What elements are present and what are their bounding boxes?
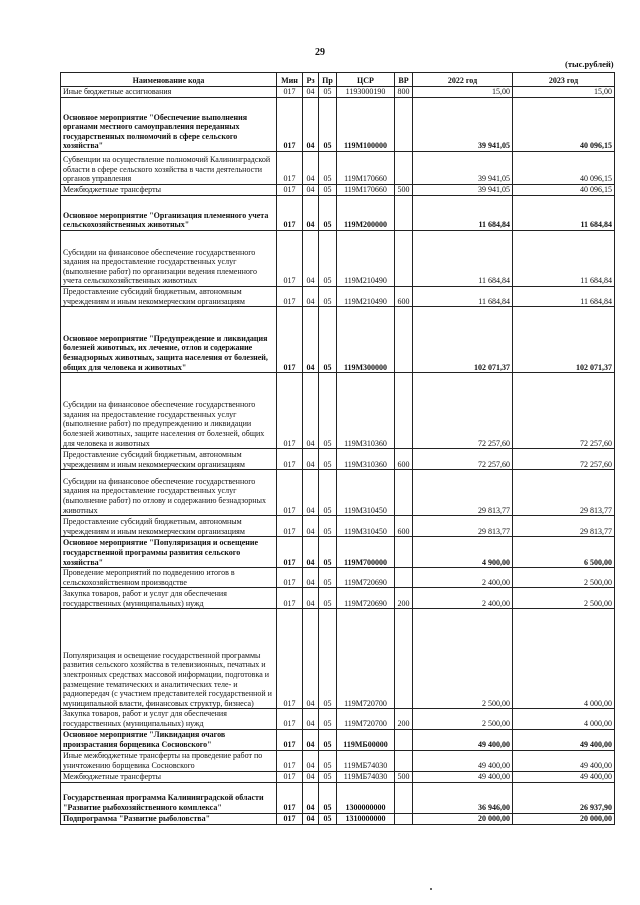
cell-y2023: 4 000,00 bbox=[513, 709, 615, 729]
cell-csr: 119М310450 bbox=[337, 470, 395, 516]
header-vr: ВР bbox=[395, 73, 413, 87]
cell-y2022: 49 400,00 bbox=[413, 729, 513, 750]
table-row bbox=[61, 729, 615, 750]
cell-pr: 05 bbox=[319, 152, 337, 185]
cell-name: Основное мероприятие "Предупреждение и ликвидация болезней животных, их лечение, отлов и содержание безнадзорных животных, защита населения от болезней, общих для человека и животных" bbox=[61, 307, 277, 373]
cell-rz: 04 bbox=[303, 729, 319, 750]
cell-min: 017 bbox=[277, 782, 303, 813]
cell-y2023: 15,00 bbox=[513, 87, 615, 98]
cell-y2022: 29 813,77 bbox=[413, 470, 513, 516]
table-row bbox=[61, 470, 615, 516]
cell-y2023: 11 684,84 bbox=[513, 196, 615, 231]
cell-y2022: 36 946,00 bbox=[413, 782, 513, 813]
cell-name: Основное мероприятие "Обеспечение выполнения органами местного самоуправления переданных государственных полномочий в сфере сельского хозяйства" bbox=[61, 98, 277, 152]
cell-csr: 119М310360 bbox=[337, 449, 395, 470]
cell-csr: 119М300000 bbox=[337, 307, 395, 373]
cell-name: Государственная программа Калининградской области "Развитие рыбохозяйственного комплекса" bbox=[61, 782, 277, 813]
cell-csr: 119М720690 bbox=[337, 588, 395, 609]
header-csr: ЦСР bbox=[337, 73, 395, 87]
cell-vr bbox=[395, 196, 413, 231]
cell-name: Подпрограмма "Развитие рыболовства" bbox=[61, 813, 277, 824]
cell-rz: 04 bbox=[303, 516, 319, 537]
cell-min: 017 bbox=[277, 729, 303, 750]
cell-pr: 05 bbox=[319, 568, 337, 588]
cell-rz: 04 bbox=[303, 813, 319, 824]
table-body bbox=[61, 87, 615, 825]
cell-min: 017 bbox=[277, 185, 303, 196]
cell-name: Иные межбюджетные трансферты на проведение работ по уничтожению борщевика Сосновского bbox=[61, 750, 277, 771]
cell-rz: 04 bbox=[303, 709, 319, 729]
cell-min: 017 bbox=[277, 750, 303, 771]
cell-rz: 04 bbox=[303, 568, 319, 588]
cell-y2023: 40 096,15 bbox=[513, 185, 615, 196]
table-row bbox=[61, 813, 615, 824]
cell-pr: 05 bbox=[319, 609, 337, 709]
cell-name: Межбюджетные трансферты bbox=[61, 771, 277, 782]
table-row bbox=[61, 568, 615, 588]
cell-vr bbox=[395, 750, 413, 771]
cell-min: 017 bbox=[277, 231, 303, 287]
cell-vr bbox=[395, 729, 413, 750]
cell-y2023: 29 813,77 bbox=[513, 470, 615, 516]
cell-pr: 05 bbox=[319, 709, 337, 729]
cell-name: Субсидии на финансовое обеспечение государственного задания на предоставление государственных услуг (выполнение работ) по отлову и содержанию безнадзорных животных bbox=[61, 470, 277, 516]
cell-y2023: 72 257,60 bbox=[513, 449, 615, 470]
cell-y2023: 40 096,15 bbox=[513, 152, 615, 185]
cell-y2023: 49 400,00 bbox=[513, 771, 615, 782]
cell-rz: 04 bbox=[303, 196, 319, 231]
dot-mark bbox=[430, 888, 432, 890]
cell-vr bbox=[395, 307, 413, 373]
cell-pr: 05 bbox=[319, 470, 337, 516]
cell-min: 017 bbox=[277, 516, 303, 537]
cell-name: Популяризация и освещение государственной программы развития сельского хозяйства в телевизионных, печатных и электронных средствах массовой информации, подготовка и размещение тематических и аналитических теле- и радиопередач (с участием представителей государственной и муниципальной власти, финансовых структур, бизнеса) bbox=[61, 609, 277, 709]
cell-y2022: 72 257,60 bbox=[413, 449, 513, 470]
cell-pr: 05 bbox=[319, 307, 337, 373]
cell-min: 017 bbox=[277, 709, 303, 729]
page-number: 29 bbox=[315, 47, 325, 58]
cell-y2022: 102 071,37 bbox=[413, 307, 513, 373]
cell-y2023: 26 937,90 bbox=[513, 782, 615, 813]
cell-y2022: 15,00 bbox=[413, 87, 513, 98]
cell-min: 017 bbox=[277, 771, 303, 782]
cell-name: Предоставление субсидий бюджетным, автономным учреждениям и иным некоммерческим организациям bbox=[61, 449, 277, 470]
table-row bbox=[61, 771, 615, 782]
cell-y2023: 4 000,00 bbox=[513, 609, 615, 709]
header-name: Наименование кода bbox=[61, 73, 277, 87]
cell-vr: 600 bbox=[395, 449, 413, 470]
cell-name: Закупка товаров, работ и услуг для обеспечения государственных (муниципальных) нужд bbox=[61, 709, 277, 729]
cell-y2022: 2 400,00 bbox=[413, 588, 513, 609]
cell-rz: 04 bbox=[303, 470, 319, 516]
cell-y2022: 11 684,84 bbox=[413, 287, 513, 307]
cell-y2023: 49 400,00 bbox=[513, 750, 615, 771]
cell-rz: 04 bbox=[303, 771, 319, 782]
cell-name: Иные бюджетные ассигнования bbox=[61, 87, 277, 98]
cell-pr: 05 bbox=[319, 449, 337, 470]
cell-y2022: 39 941,05 bbox=[413, 152, 513, 185]
cell-vr bbox=[395, 568, 413, 588]
cell-y2022: 72 257,60 bbox=[413, 373, 513, 449]
cell-name: Основное мероприятие "Популяризация и освещение государственной программы развития сельского хозяйства" bbox=[61, 537, 277, 568]
header-min: Мин bbox=[277, 73, 303, 87]
cell-y2022: 39 941,05 bbox=[413, 98, 513, 152]
cell-min: 017 bbox=[277, 287, 303, 307]
cell-min: 017 bbox=[277, 98, 303, 152]
cell-rz: 04 bbox=[303, 588, 319, 609]
table-row bbox=[61, 588, 615, 609]
cell-name: Проведение мероприятий по подведению итогов в сельскохозяйственном производстве bbox=[61, 568, 277, 588]
cell-pr: 05 bbox=[319, 516, 337, 537]
cell-vr bbox=[395, 152, 413, 185]
cell-y2022: 2 500,00 bbox=[413, 609, 513, 709]
cell-csr: 119М720700 bbox=[337, 709, 395, 729]
cell-min: 017 bbox=[277, 152, 303, 185]
cell-y2022: 20 000,00 bbox=[413, 813, 513, 824]
cell-csr: 119М210490 bbox=[337, 287, 395, 307]
cell-pr: 05 bbox=[319, 231, 337, 287]
cell-csr: 119М170660 bbox=[337, 185, 395, 196]
cell-y2023: 29 813,77 bbox=[513, 516, 615, 537]
cell-pr: 05 bbox=[319, 729, 337, 750]
cell-csr: 119М310360 bbox=[337, 373, 395, 449]
cell-vr: 800 bbox=[395, 87, 413, 98]
cell-csr: 119М170660 bbox=[337, 152, 395, 185]
cell-min: 017 bbox=[277, 588, 303, 609]
cell-vr bbox=[395, 373, 413, 449]
table-row bbox=[61, 609, 615, 709]
cell-min: 017 bbox=[277, 568, 303, 588]
cell-min: 017 bbox=[277, 373, 303, 449]
budget-table bbox=[60, 72, 615, 825]
table-row bbox=[61, 152, 615, 185]
cell-pr: 05 bbox=[319, 98, 337, 152]
cell-name: Предоставление субсидий бюджетным, автономным учреждениям и иным некоммерческим организациям bbox=[61, 287, 277, 307]
cell-pr: 05 bbox=[319, 287, 337, 307]
cell-y2022: 11 684,84 bbox=[413, 231, 513, 287]
cell-pr: 05 bbox=[319, 373, 337, 449]
cell-rz: 04 bbox=[303, 287, 319, 307]
cell-pr: 05 bbox=[319, 196, 337, 231]
cell-rz: 04 bbox=[303, 307, 319, 373]
cell-vr bbox=[395, 470, 413, 516]
cell-y2023: 102 071,37 bbox=[513, 307, 615, 373]
cell-name: Основное мероприятие "Организация племенного учета сельскохозяйственных животных" bbox=[61, 196, 277, 231]
cell-name: Межбюджетные трансферты bbox=[61, 185, 277, 196]
cell-vr bbox=[395, 537, 413, 568]
cell-y2023: 49 400,00 bbox=[513, 729, 615, 750]
cell-y2023: 2 500,00 bbox=[513, 568, 615, 588]
cell-vr bbox=[395, 782, 413, 813]
cell-y2022: 2 400,00 bbox=[413, 568, 513, 588]
cell-y2023: 6 500,00 bbox=[513, 537, 615, 568]
cell-rz: 04 bbox=[303, 782, 319, 813]
cell-rz: 04 bbox=[303, 185, 319, 196]
cell-min: 017 bbox=[277, 537, 303, 568]
cell-y2023: 20 000,00 bbox=[513, 813, 615, 824]
cell-vr bbox=[395, 813, 413, 824]
cell-rz: 04 bbox=[303, 231, 319, 287]
cell-csr: 119МБ74030 bbox=[337, 750, 395, 771]
units-label: (тыс.рублей) bbox=[565, 59, 614, 69]
cell-min: 017 bbox=[277, 87, 303, 98]
cell-vr: 200 bbox=[395, 709, 413, 729]
cell-y2023: 72 257,60 bbox=[513, 373, 615, 449]
cell-vr bbox=[395, 98, 413, 152]
cell-csr: 1300000000 bbox=[337, 782, 395, 813]
cell-y2023: 2 500,00 bbox=[513, 588, 615, 609]
cell-y2023: 40 096,15 bbox=[513, 98, 615, 152]
header-pr: Пр bbox=[319, 73, 337, 87]
table-header-row bbox=[61, 73, 615, 87]
cell-pr: 05 bbox=[319, 782, 337, 813]
cell-csr: 119М720690 bbox=[337, 568, 395, 588]
table-row bbox=[61, 449, 615, 470]
cell-y2022: 49 400,00 bbox=[413, 771, 513, 782]
cell-pr: 05 bbox=[319, 750, 337, 771]
table-row bbox=[61, 537, 615, 568]
cell-pr: 05 bbox=[319, 813, 337, 824]
cell-csr: 119М700000 bbox=[337, 537, 395, 568]
table-row bbox=[61, 185, 615, 196]
cell-csr: 1193000190 bbox=[337, 87, 395, 98]
cell-y2023: 11 684,84 bbox=[513, 231, 615, 287]
cell-vr: 200 bbox=[395, 588, 413, 609]
header-2022: 2022 год bbox=[413, 73, 513, 87]
cell-min: 017 bbox=[277, 470, 303, 516]
table-row bbox=[61, 87, 615, 98]
table-row bbox=[61, 231, 615, 287]
cell-csr: 119М720700 bbox=[337, 609, 395, 709]
cell-min: 017 bbox=[277, 307, 303, 373]
header-rz: Рз bbox=[303, 73, 319, 87]
cell-min: 017 bbox=[277, 449, 303, 470]
cell-y2022: 2 500,00 bbox=[413, 709, 513, 729]
cell-rz: 04 bbox=[303, 87, 319, 98]
cell-pr: 05 bbox=[319, 185, 337, 196]
cell-name: Основное мероприятие "Ликвидация очагов произрастания борщевика Сосновского" bbox=[61, 729, 277, 750]
cell-csr: 1310000000 bbox=[337, 813, 395, 824]
table-row bbox=[61, 307, 615, 373]
cell-name: Субсидии на финансовое обеспечение государственного задания на предоставление государственных услуг (выполнение работ) по предупреждению и ликвидации болезней животных, защите населения от болезней, общих для человека и животных bbox=[61, 373, 277, 449]
table-row bbox=[61, 287, 615, 307]
cell-csr: 119М210490 bbox=[337, 231, 395, 287]
cell-min: 017 bbox=[277, 813, 303, 824]
cell-csr: 119М310450 bbox=[337, 516, 395, 537]
cell-pr: 05 bbox=[319, 771, 337, 782]
cell-y2022: 39 941,05 bbox=[413, 185, 513, 196]
cell-rz: 04 bbox=[303, 449, 319, 470]
cell-vr bbox=[395, 609, 413, 709]
cell-rz: 04 bbox=[303, 750, 319, 771]
table-row bbox=[61, 750, 615, 771]
cell-y2022: 49 400,00 bbox=[413, 750, 513, 771]
cell-y2022: 29 813,77 bbox=[413, 516, 513, 537]
cell-vr: 500 bbox=[395, 771, 413, 782]
table-row bbox=[61, 196, 615, 231]
cell-pr: 05 bbox=[319, 87, 337, 98]
cell-pr: 05 bbox=[319, 537, 337, 568]
table-row bbox=[61, 98, 615, 152]
table-row bbox=[61, 709, 615, 729]
cell-csr: 119М100000 bbox=[337, 98, 395, 152]
cell-vr: 600 bbox=[395, 516, 413, 537]
table-row bbox=[61, 516, 615, 537]
cell-vr: 600 bbox=[395, 287, 413, 307]
cell-y2023: 11 684,84 bbox=[513, 287, 615, 307]
cell-rz: 04 bbox=[303, 609, 319, 709]
table-row bbox=[61, 782, 615, 813]
cell-csr: 119МБ74030 bbox=[337, 771, 395, 782]
cell-csr: 119МБ00000 bbox=[337, 729, 395, 750]
cell-rz: 04 bbox=[303, 98, 319, 152]
cell-rz: 04 bbox=[303, 537, 319, 568]
cell-y2022: 4 900,00 bbox=[413, 537, 513, 568]
cell-name: Субсидии на финансовое обеспечение государственного задания на предоставление государственных услуг (выполнение работ) по организации ведения племенного учета сельскохозяйственных животных bbox=[61, 231, 277, 287]
cell-pr: 05 bbox=[319, 588, 337, 609]
cell-name: Субвенции на осуществление полномочий Калининградской области в сфере сельского хозяйства в части деятельности органов управления bbox=[61, 152, 277, 185]
cell-vr bbox=[395, 231, 413, 287]
cell-csr: 119М200000 bbox=[337, 196, 395, 231]
cell-rz: 04 bbox=[303, 152, 319, 185]
cell-y2022: 11 684,84 bbox=[413, 196, 513, 231]
header-2023: 2023 год bbox=[513, 73, 615, 87]
cell-vr: 500 bbox=[395, 185, 413, 196]
cell-name: Предоставление субсидий бюджетным, автономным учреждениям и иным некоммерческим организациям bbox=[61, 516, 277, 537]
cell-rz: 04 bbox=[303, 373, 319, 449]
cell-min: 017 bbox=[277, 196, 303, 231]
cell-min: 017 bbox=[277, 609, 303, 709]
cell-name: Закупка товаров, работ и услуг для обеспечения государственных (муниципальных) нужд bbox=[61, 588, 277, 609]
table-row bbox=[61, 373, 615, 449]
